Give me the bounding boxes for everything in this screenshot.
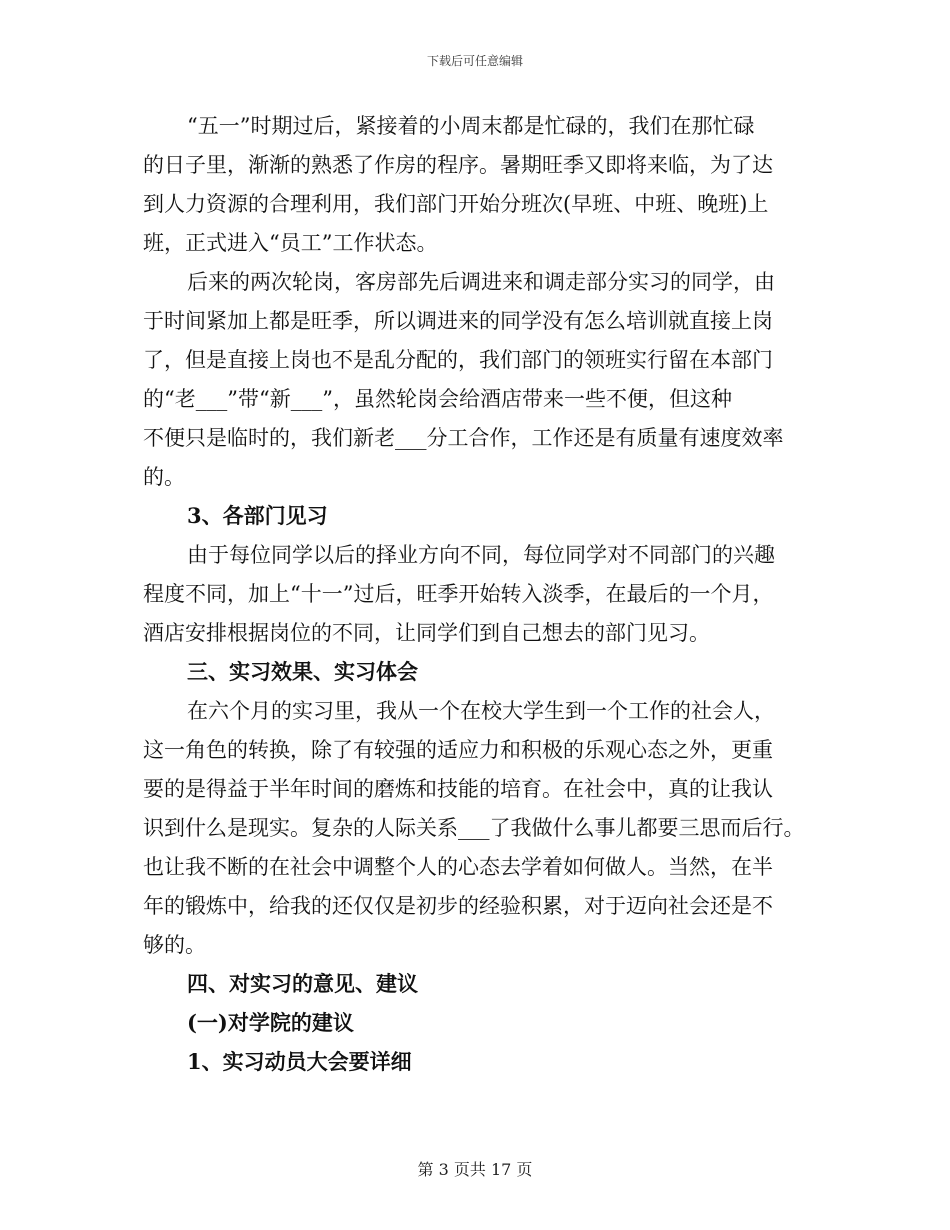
paragraph-line: 不便只是临时的，我们新老___分工合作，工作还是有质量有速度效率 — [143, 426, 784, 450]
paragraph-line: 要的是得益于半年时间的磨炼和技能的培育。在社会中，真的让我认 — [143, 777, 773, 801]
paragraph-line: 由于每位同学以后的择业方向不同，每位同学对不同部门的兴趣 — [187, 543, 775, 567]
paragraph-line: 够的。 — [143, 933, 206, 957]
section-heading: 四、对实习的意见、建议 — [187, 971, 418, 996]
page-footer: 第 3 页共 17 页 — [417, 1160, 533, 1179]
paragraph-line: 年的锻炼中，给我的还仅仅是初步的经验积累，对于迈向社会还是不 — [143, 894, 773, 918]
paragraph-line: 于时间紧加上都是旺季，所以调进来的同学没有怎么培训就直接上岗 — [143, 309, 773, 333]
paragraph-line: 在六个月的实习里，我从一个在校大学生到一个工作的社会人， — [187, 699, 775, 723]
section-heading: 3、各部门见习 — [187, 503, 328, 528]
paragraph-line: 这一角色的转换，除了有较强的适应力和积极的乐观心态之外，更重 — [143, 738, 773, 762]
paragraph-line: 也让我不断的在社会中调整个人的心态去学着如何做人。当然，在半 — [143, 855, 773, 879]
section-heading: 三、实习效果、实习体会 — [187, 659, 418, 684]
paragraph-line: “五一”时期过后，紧接着的小周末都是忙碌的，我们在那忙碌 — [187, 114, 755, 138]
paragraph-line: 酒店安排根据岗位的不同，让同学们到自己想去的部门见习。 — [143, 621, 710, 645]
paragraph-line: 班，正式进入“员工”工作状态。 — [143, 231, 438, 255]
subsection-heading: 1、实习动员大会要详细 — [187, 1049, 412, 1074]
paragraph-line: 了，但是直接上岗也不是乱分配的，我们部门的领班实行留在本部门 — [143, 348, 773, 372]
paragraph-line: 的。 — [143, 465, 185, 489]
paragraph-line: 的“老___”带“新___”，虽然轮岗会给酒店带来一些不便，但这种 — [143, 387, 732, 411]
subsection-heading: (一)对学院的建议 — [187, 1010, 354, 1035]
paragraph-line: 到人力资源的合理利用，我们部门开始分班次(早班、中班、晚班)上 — [143, 192, 769, 216]
paragraph-line: 的日子里，渐渐的熟悉了作房的程序。暑期旺季又即将来临，为了达 — [143, 153, 773, 177]
paragraph-line: 后来的两次轮岗，客房部先后调进来和调走部分实习的同学，由 — [187, 270, 775, 294]
paragraph-line: 识到什么是现实。复杂的人际关系___了我做什么事儿都要三思而后行。 — [143, 816, 805, 840]
page-header: 下载后可任意编辑 — [426, 54, 523, 68]
paragraph-line: 程度不同，加上“十一”过后，旺季开始转入淡季，在最后的一个月， — [143, 582, 774, 606]
